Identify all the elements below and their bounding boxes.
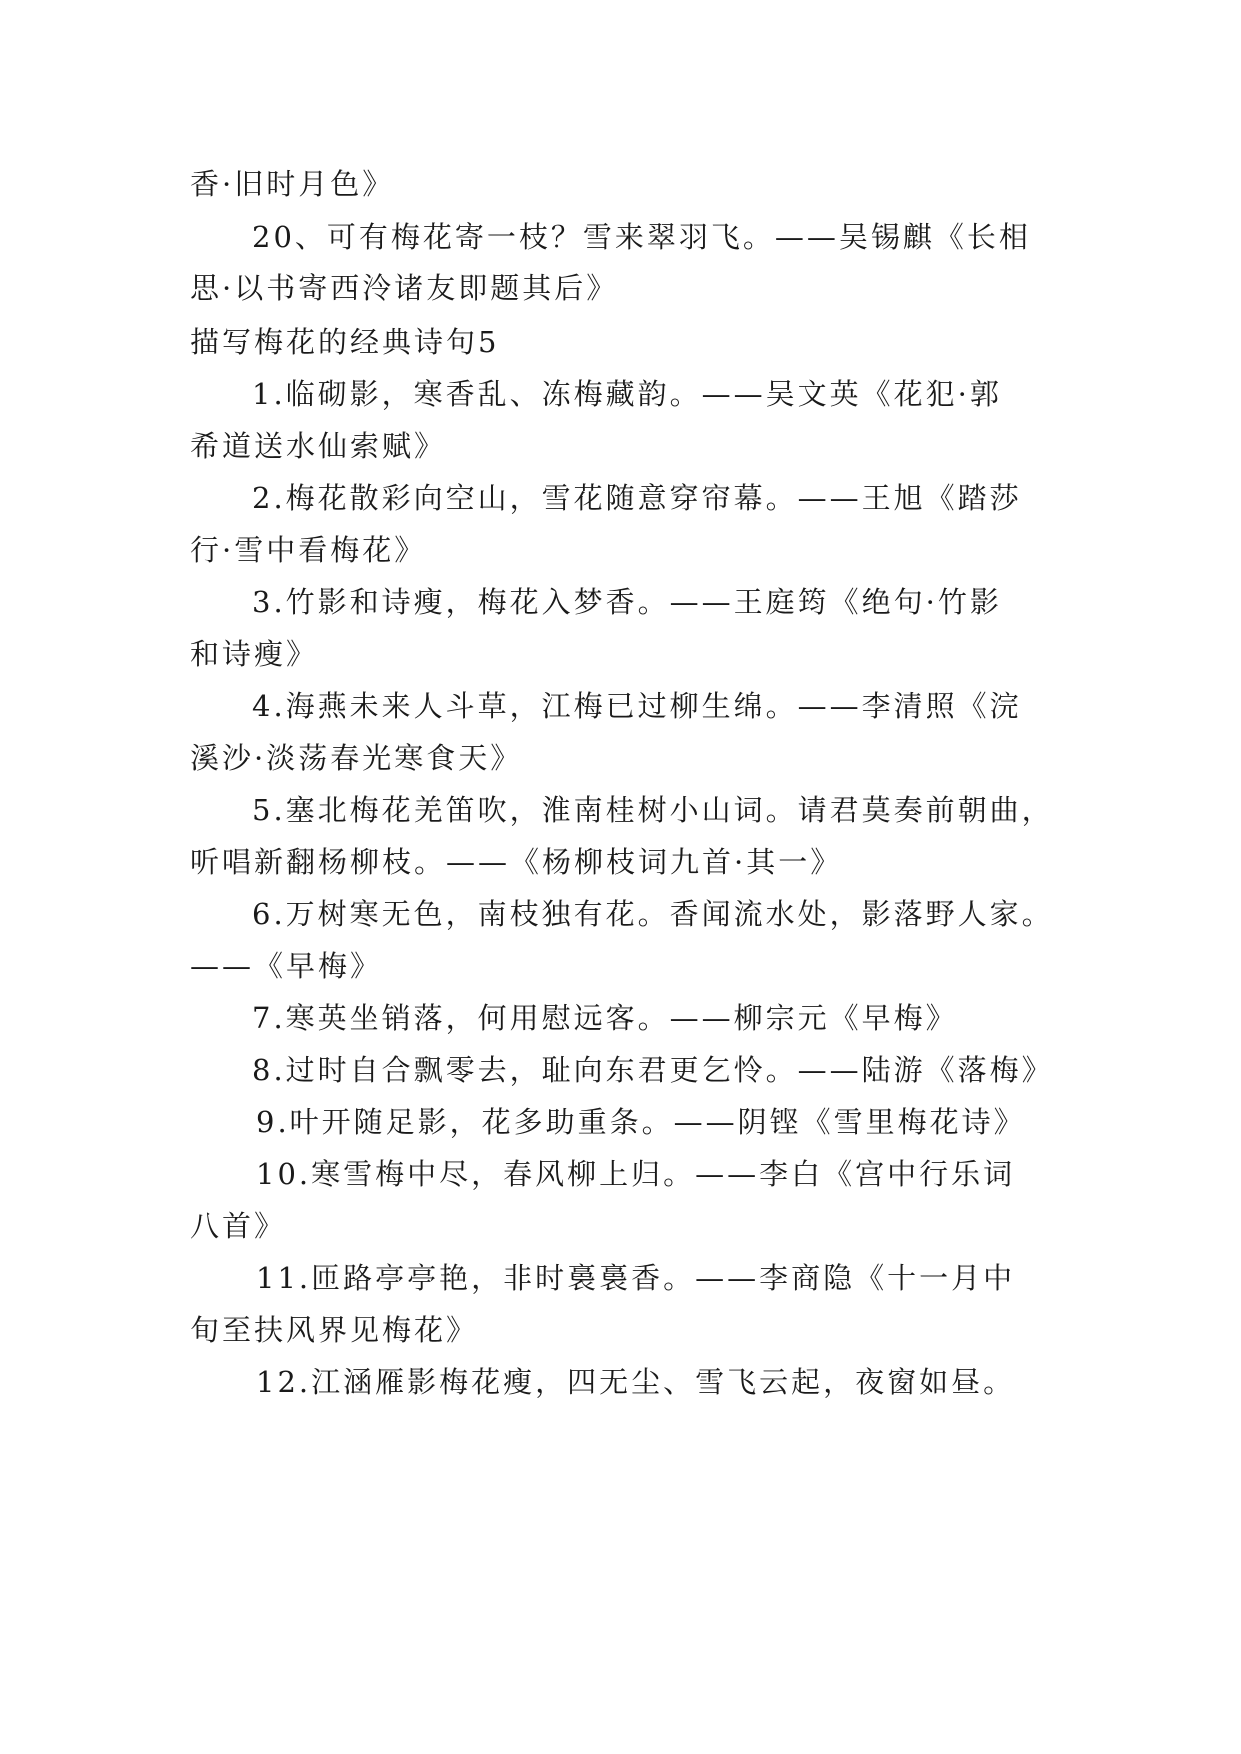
- text-line: ——《早梅》: [190, 949, 383, 983]
- text-line: 八首》: [190, 1209, 287, 1243]
- poem-line-4: 4.海燕未来人斗草，江梅已过柳生绵。——李清照《浣: [252, 689, 1022, 723]
- poem-line-1: 1.临砌影，寒香乱、冻梅藏韵。——吴文英《花犯·郭: [252, 377, 1002, 411]
- poem-line-5: 5.塞北梅花羌笛吹，淮南桂树小山词。请君莫奏前朝曲，: [252, 793, 1054, 827]
- poem-line-6: 6.万树寒无色，南枝独有花。香闻流水处，影落野人家。: [252, 897, 1054, 931]
- text-line: 行·雪中看梅花》: [190, 533, 427, 567]
- text-line: 溪沙·淡荡春光寒食天》: [190, 741, 523, 775]
- poem-line-2: 2.梅花散彩向空山，雪花随意穿帘幕。——王旭《踏莎: [252, 481, 1022, 515]
- poem-line-7: 7.寒英坐销落，何用慰远客。——柳宗元《早梅》: [252, 1001, 958, 1035]
- poem-line-20: 20、可有梅花寄一枝？雪来翠羽飞。——吴锡麒《长相: [252, 220, 1031, 254]
- text-line: 希道送水仙索赋》: [190, 429, 447, 463]
- text-line: 旬至扶风界见梅花》: [190, 1313, 479, 1347]
- text-line: 和诗瘦》: [190, 637, 319, 671]
- poem-line-8: 8.过时自合飘零去，耻向东君更乞怜。——陆游《落梅》: [252, 1053, 1054, 1087]
- poem-line-11: 11.匝路亭亭艳，非时裛裛香。——李商隐《十一月中: [256, 1261, 1016, 1295]
- section-heading: 描写梅花的经典诗句5: [190, 325, 500, 359]
- poem-line-12: 12.江涵雁影梅花瘦，四无尘、雪飞云起，夜窗如昼。: [256, 1365, 1016, 1399]
- poem-line-9: 9.叶开随足影，花多助重条。——阴铿《雪里梅花诗》: [256, 1105, 1026, 1139]
- text-line: 香·旧时月色》: [190, 167, 395, 201]
- text-line: 听唱新翻杨柳枝。——《杨柳枝词九首·其一》: [190, 845, 843, 879]
- text-line: 思·以书寄西泠诸友即题其后》: [190, 271, 619, 305]
- poem-line-3: 3.竹影和诗瘦，梅花入梦香。——王庭筠《绝句·竹影: [252, 585, 1002, 619]
- poem-line-10: 10.寒雪梅中尽，春风柳上归。——李白《宫中行乐词: [256, 1157, 1016, 1191]
